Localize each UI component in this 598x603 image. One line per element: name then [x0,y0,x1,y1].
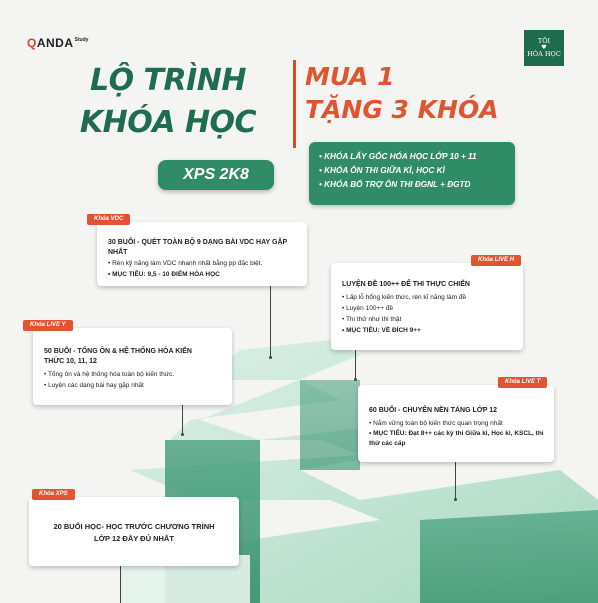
connector-line [455,462,456,500]
connector-dot [454,498,457,501]
toi-hoa-hoc-badge: TÔI ♥ HÓA HỌC [524,30,564,66]
course-button[interactable]: XPS 2K8 [158,160,274,190]
page-title: LỘ TRÌNH KHÓA HỌC [79,63,257,140]
connector-line [182,405,183,435]
card-heading: 60 BUỔI - CHUYÊN NỀN TẢNG LỚP 12 [369,407,497,414]
connector-dot [269,356,272,359]
heart-icon: ♥ [541,43,547,51]
course-card-live-t: Khóa LIVE T 60 BUỔI - CHUYÊN NỀN TẢNG LỚP 12 • Nắm vững toàn bộ kiến thức quan trọng nhất • MỤC TIÊU: Đạt 8++ các kỳ thi Giữa kì, Học kì, KSCL, thi thử các cấp [358,385,554,462]
course-card-live-h: Khóa LIVE H LUYỆN ĐỀ 100++ ĐỂ THI THỰC CHIẾN • Lấp lỗ hổng kiến thức, rèn kĩ năng làm đề • Luyện 100++ đề • Thi thử như thi thật • MỤC TIÊU: VỀ ĐÍCH 9++ [331,263,523,350]
course-tag: Khóa LIVE T [498,377,547,388]
course-tag: Khóa LIVE Y [23,320,73,331]
gift-item: • KHÓA ÔN THI GIỮA KÌ, HỌC KÌ [319,166,445,175]
course-tag: Khóa XPS [32,489,75,500]
title-divider [293,60,296,148]
gift-item: • KHÓA LẤY GỐC HÓA HỌC LỚP 10 + 11 [319,152,477,161]
connector-dot [354,378,357,381]
card-heading: 30 BUỔI - QUÉT TOÀN BỘ 9 DẠNG BÀI VDC HAY GẶP NHẤT [108,239,288,256]
promo-heading: MUA 1 TẶNG 3 KHÓA [305,62,499,124]
course-card-live-y: Khóa LIVE Y 50 BUỔI - TỔNG ÔN & HỆ THỐNG HÓA KIẾN THỨC 10, 11, 12 • Tổng ôn và hệ thống hóa toàn bộ kiến thức. • Luyện các dạng bài hay gặp nhất [33,328,232,405]
gift-item: • KHÓA BỔ TRỢ ÔN THI ĐGNL + ĐGTD [319,180,471,189]
connector-line [270,286,271,358]
gift-list [309,142,515,205]
course-card-xps [29,491,239,566]
course-card-vdc: Khóa VDC 30 BUỔI - QUÉT TOÀN BỘ 9 DẠNG BÀI VDC HAY GẶP NHẤT • Rèn kỹ năng làm VDC nhanh nhất bằng pp đặc biệt. • MỤC TIÊU: 9,5 - 10 ĐIỂM HÓA HỌC [97,222,307,286]
card-heading: LUYỆN ĐỀ 100++ ĐỂ THI THỰC CHIẾN [342,281,470,288]
card-heading: 20 BUỔI HỌC- HỌC TRƯỚC CHƯƠNG TRÌNH LỚP 12 ĐẦY ĐỦ NHẤT [53,522,215,543]
course-tag: Khóa LIVE H [471,255,521,266]
card-heading: 50 BUỔI - TỔNG ÔN & HỆ THỐNG HÓA KIẾN THỨC 10, 11, 12 [44,348,192,365]
connector-dot [181,433,184,436]
course-tag: Khóa VDC [87,214,130,225]
connector-line [355,350,356,380]
qanda-logo: QANDA Study [27,36,89,50]
connector-line [120,566,121,603]
